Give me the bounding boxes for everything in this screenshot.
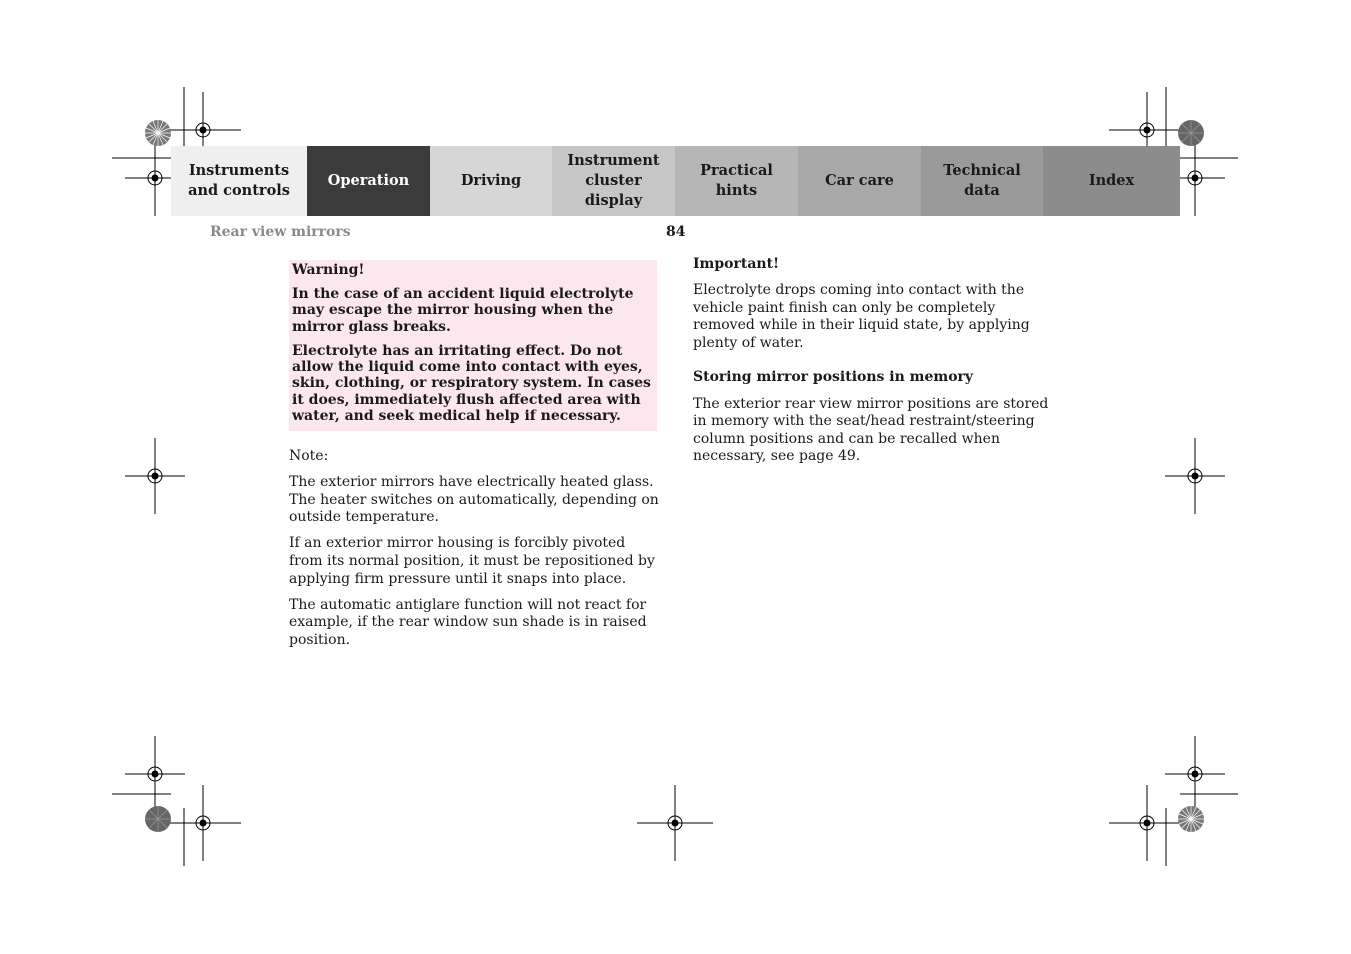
note-section [289,448,659,658]
important-title: Important! [693,256,780,272]
warning-paragraph: Electrolyte has an irritating effect. Do not allow the liquid come into contact with eyes, skin, clothing, or respiratory system. In cases it does, immediately flush affected area with water, and seek medical help if necessary. [292,342,651,425]
note-label: Note: [289,448,329,464]
memory-heading: Storing mirror positions in memory [693,369,974,386]
right-column [693,256,1058,474]
important-text: Electrolyte drops coming into contact with the vehicle paint finish can only be completely removed while in their liquid state, by applying plenty of water. [693,282,1030,351]
warning-box [289,260,657,431]
tab-car-care[interactable]: Car care [798,146,921,216]
note-paragraph: The exterior mirrors have electrically heated glass. The heater switches on automatically, depending on outside temperature. [289,474,659,526]
warning-title: Warning! [292,262,365,278]
tab-operation[interactable]: Operation [307,146,430,216]
tab-index[interactable]: Index [1043,146,1180,216]
tab-driving[interactable]: Driving [430,146,552,216]
page-number: 84 [666,224,686,240]
note-paragraph: The automatic antiglare function will not react for example, if the rear window sun shade is in raised position. [289,596,647,648]
tab-instrument-cluster-display[interactable]: Instrument cluster display [552,146,675,216]
tab-instruments-and-controls[interactable]: Instruments and controls [171,146,307,216]
warning-paragraph: In the case of an accident liquid electrolyte may escape the mirror housing when the mirror glass breaks. [292,286,634,335]
section-tabs [171,146,1180,216]
memory-text: The exterior rear view mirror positions are stored in memory with the seat/head restraint/steering column positions and can be recalled when necessary, see page 49. [693,395,1049,465]
running-head: Rear view mirrors [210,224,351,240]
tab-practical-hints[interactable]: Practical hints [675,146,798,216]
tab-technical-data[interactable]: Technical data [921,146,1043,216]
note-paragraph: If an exterior mirror housing is forcibly pivoted from its normal position, it must be repositioned by applying firm pressure until it snaps into place. [289,535,655,587]
